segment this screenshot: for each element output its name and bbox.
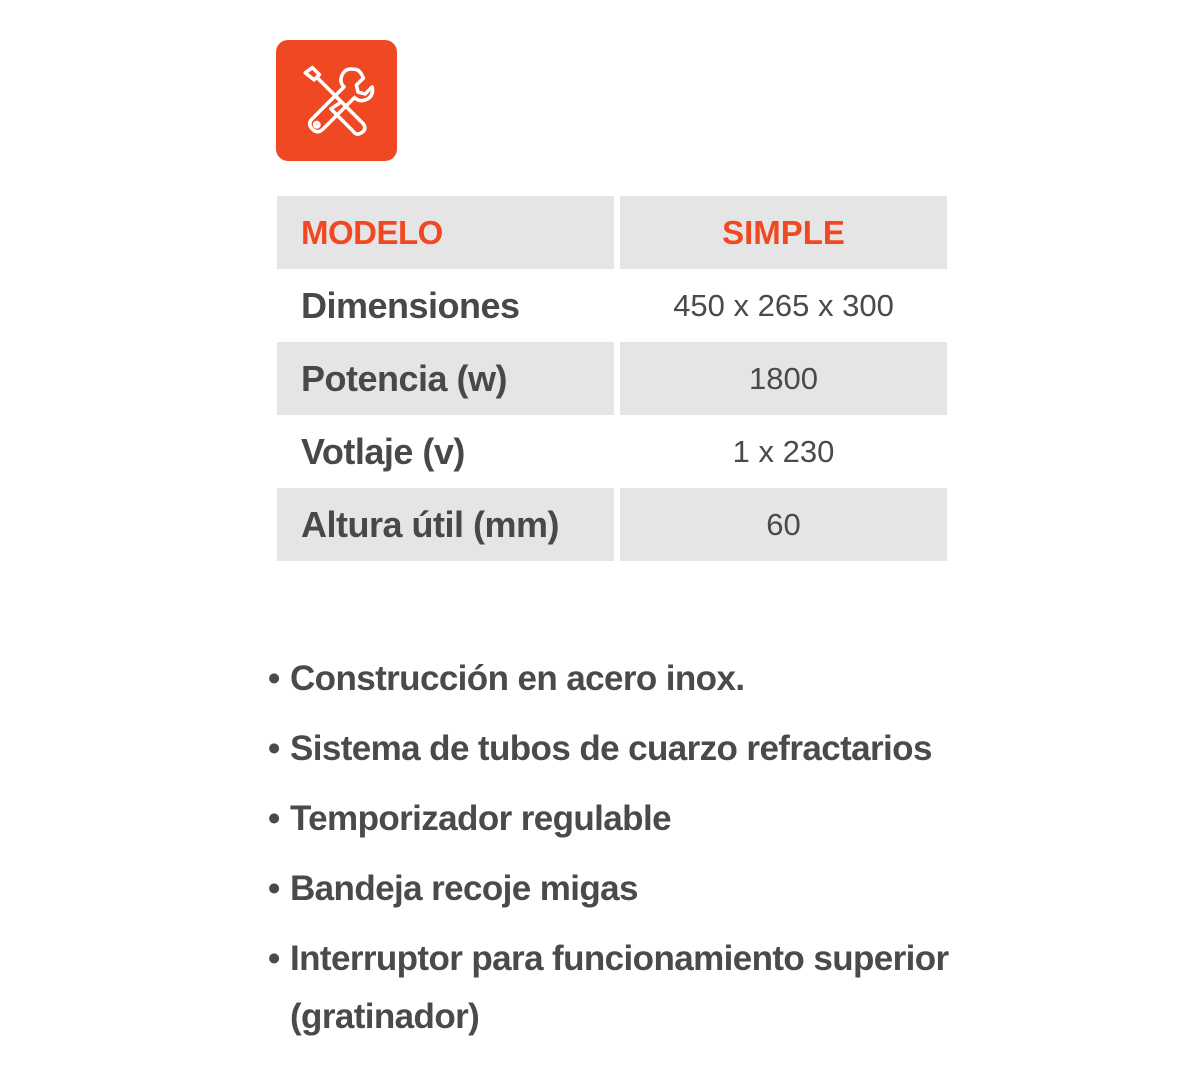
list-item xyxy=(268,720,1068,778)
list-item xyxy=(268,650,1068,708)
table-row xyxy=(277,269,947,342)
list-item xyxy=(268,790,1068,848)
list-item xyxy=(268,860,1068,918)
feature-text: Temporizador regulable xyxy=(290,799,671,838)
feature-text: Sistema de tubos de cuarzo refractarios xyxy=(290,729,932,768)
list-item xyxy=(268,930,1068,1046)
feature-text: Interruptor para funcionamiento superior (gratinador) xyxy=(290,939,949,1036)
tools-icon-box xyxy=(276,40,397,161)
header-value: SIMPLE xyxy=(620,196,947,269)
header-label: MODELO xyxy=(277,196,614,269)
row-value: 450 x 265 x 300 xyxy=(673,287,894,323)
table-row xyxy=(277,342,947,415)
table-row xyxy=(277,488,947,561)
row-label: Dimensiones xyxy=(301,284,520,326)
row-value: 1800 xyxy=(620,342,947,415)
feature-text: Bandeja recoje migas xyxy=(290,869,638,908)
bullet: • xyxy=(268,799,280,838)
row-value: 1 x 230 xyxy=(732,433,835,469)
row-value: 60 xyxy=(620,488,947,561)
tools-icon xyxy=(293,57,381,145)
bullet: • xyxy=(268,869,280,908)
row-label: Potencia (w) xyxy=(277,342,614,415)
feature-text: Construcción en acero inox. xyxy=(290,659,745,698)
row-label: Votlaje (v) xyxy=(301,430,465,472)
feature-list xyxy=(268,650,1068,1058)
row-label: Altura útil (mm) xyxy=(277,488,614,561)
bullet: • xyxy=(268,659,280,698)
table-row xyxy=(277,415,947,488)
bullet: • xyxy=(268,939,280,978)
bullet: • xyxy=(268,729,280,768)
table-header-row xyxy=(277,196,947,269)
spec-table xyxy=(277,196,947,561)
